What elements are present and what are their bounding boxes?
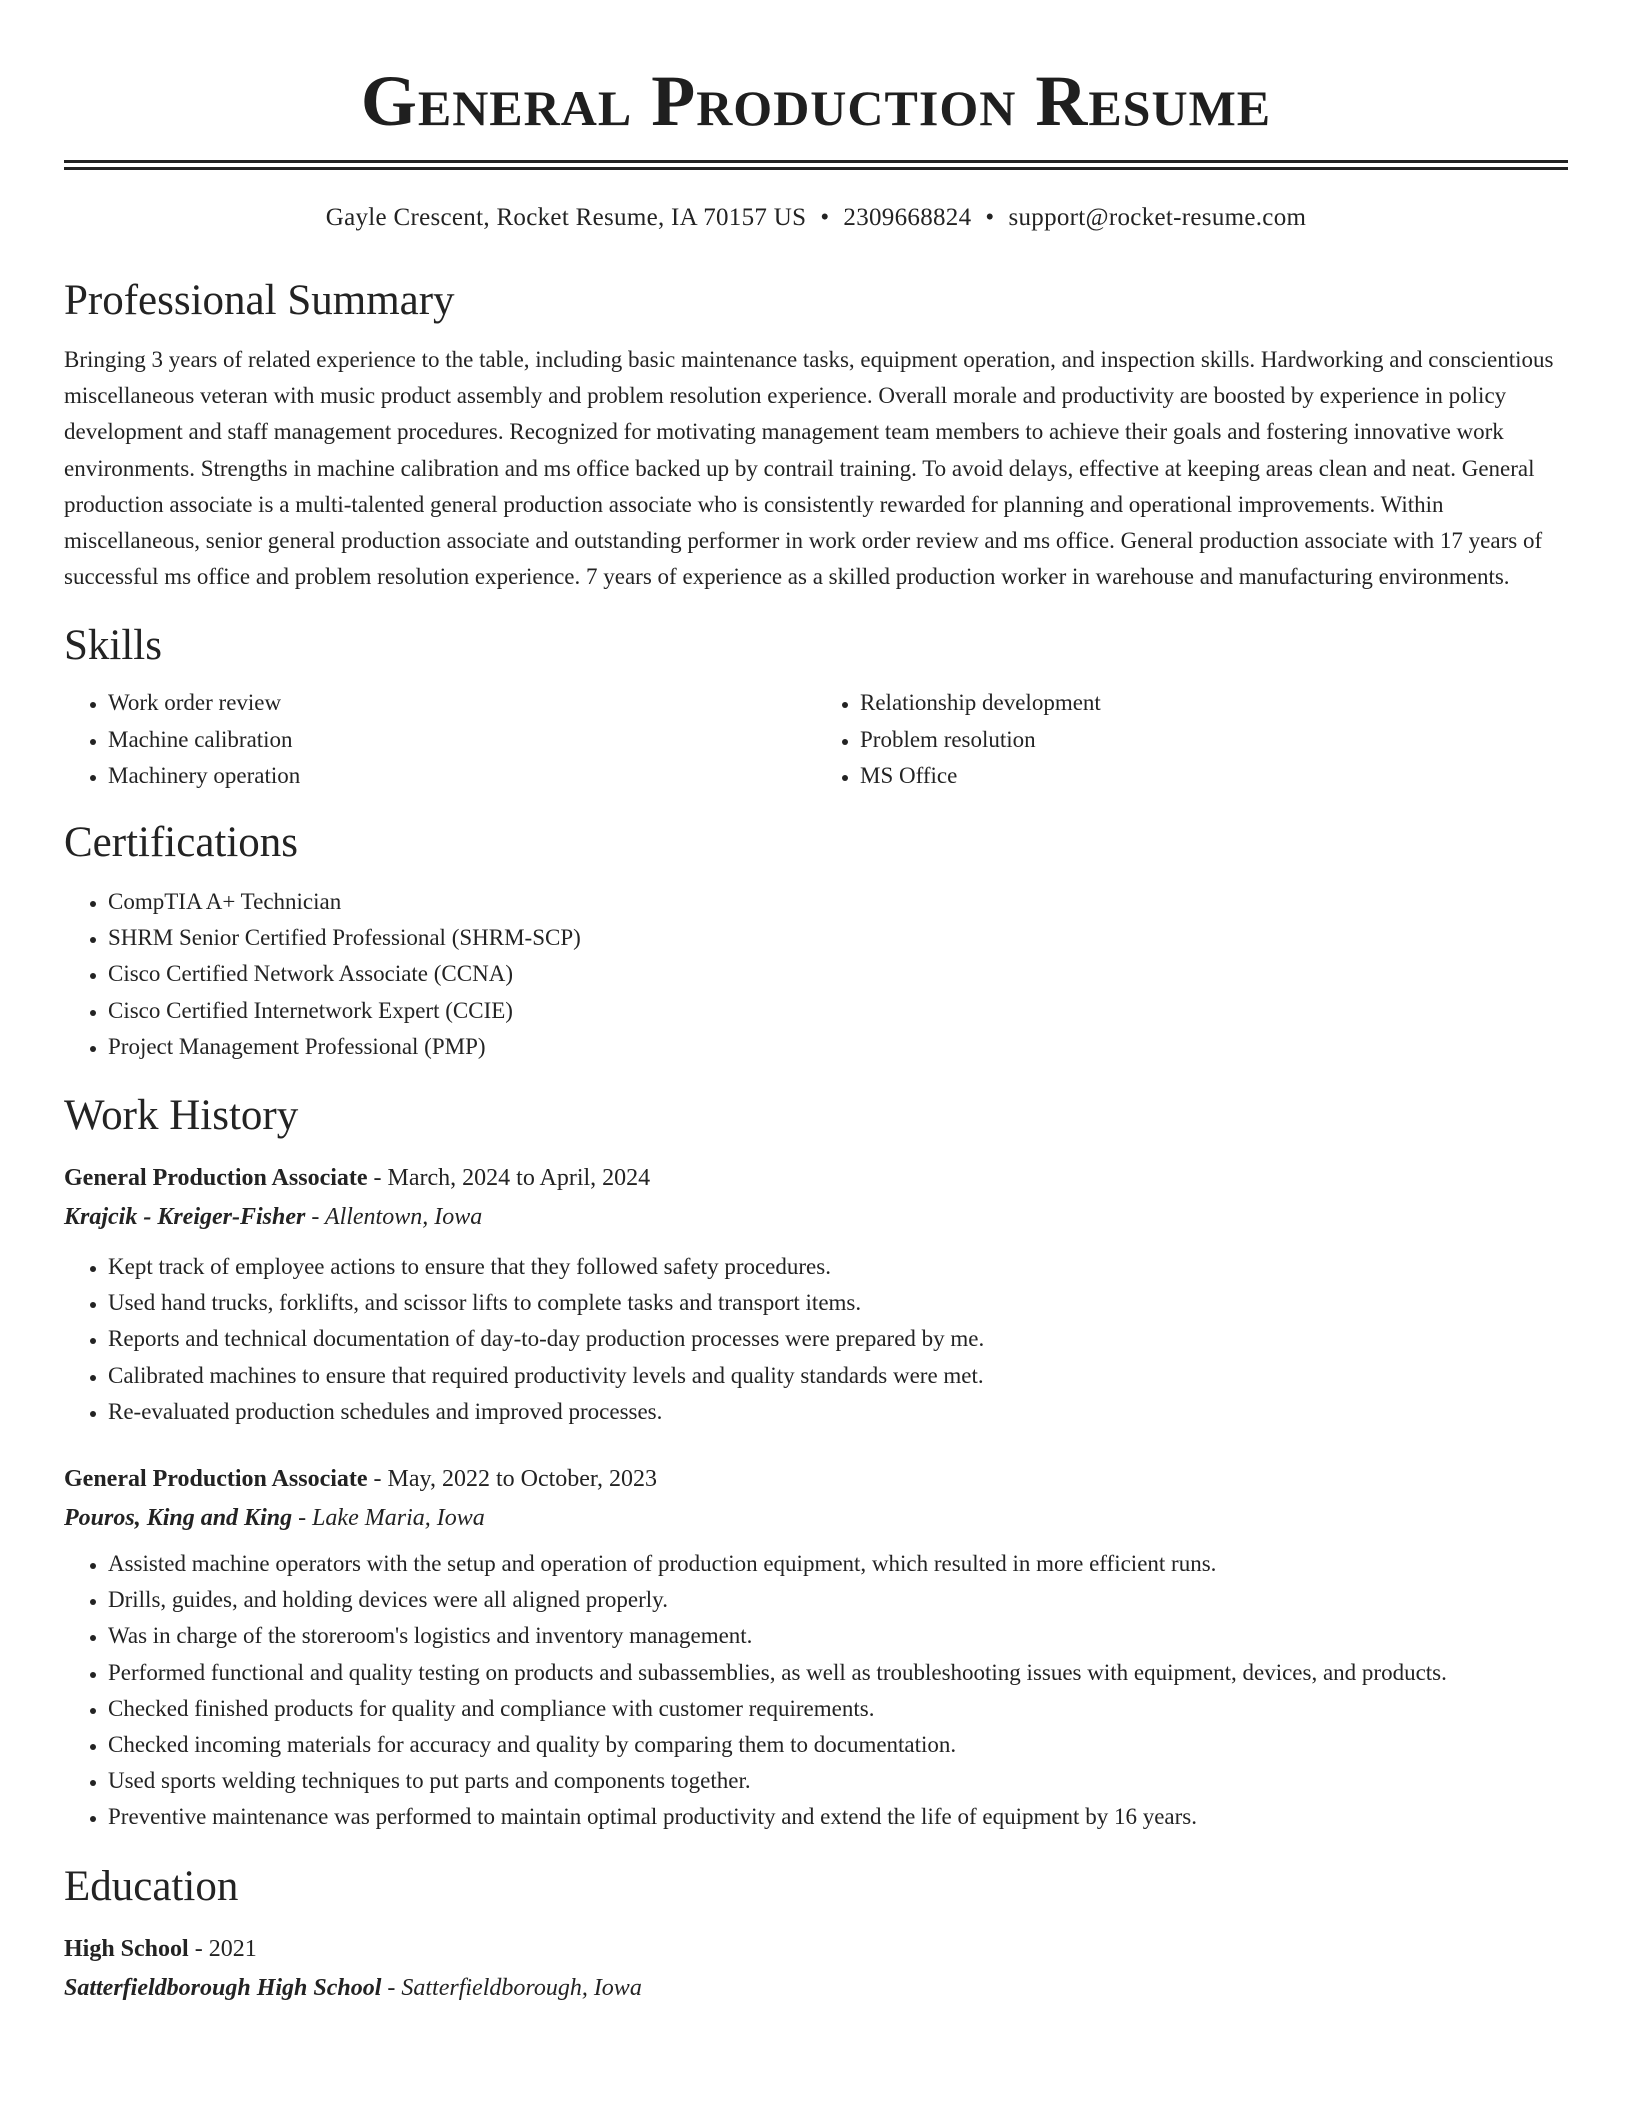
contact-separator: • <box>985 204 995 231</box>
job-dates: - May, 2022 to October, 2023 <box>367 1466 657 1493</box>
job-entry <box>64 1460 1568 1836</box>
job-bullet: • Drills, guides, and holding devices were all aligned properly. <box>108 1582 1568 1618</box>
contact-phone: 2309668824 <box>843 204 972 231</box>
contact-address: Gayle Crescent, Rocket Resume, IA 70157 US <box>325 204 807 231</box>
job-bullet: • Checked incoming materials for accuracy and quality by comparing them to documentation. <box>108 1727 1568 1763</box>
certifications-heading: Certifications <box>64 819 299 867</box>
job-entry <box>64 1159 1568 1430</box>
certification-item: • Cisco Certified Internetwork Expert (CCIE) <box>108 993 1568 1029</box>
job-bullets <box>64 1249 1568 1430</box>
skills-list-right <box>816 685 1568 794</box>
job-bullet: • Was in charge of the storeroom's logistics and inventory management. <box>108 1618 1568 1654</box>
certifications-list <box>64 884 1568 1065</box>
skill-item: • Machinery operation <box>108 758 816 794</box>
skill-item: • Relationship development <box>860 685 1568 721</box>
skill-item: • Machine calibration <box>108 722 816 758</box>
job-company: Pouros, King and King <box>64 1505 293 1532</box>
work-history-heading: Work History <box>64 1092 299 1140</box>
job-bullet: • Performed functional and quality testing on products and subassemblies, as well as troubleshooting issues with equipment, devices, and products. <box>108 1655 1568 1691</box>
contact-line <box>64 202 1568 234</box>
skill-item: • Problem resolution <box>860 722 1568 758</box>
job-title-line <box>64 1460 1568 1498</box>
job-dates: - March, 2024 to April, 2024 <box>367 1165 651 1192</box>
job-title-line <box>64 1159 1568 1197</box>
job-bullet: • Reports and technical documentation of day-to-day production processes were prepared by me. <box>108 1321 1568 1357</box>
certification-item: • Project Management Professional (PMP) <box>108 1029 1568 1065</box>
job-title: General Production Associate <box>64 1165 368 1192</box>
job-bullet: • Calibrated machines to ensure that required productivity levels and quality standards were met. <box>108 1358 1568 1394</box>
job-location: - Allentown, Iowa <box>305 1204 483 1231</box>
certification-item: • CompTIA A+ Technician <box>108 884 1568 920</box>
job-bullet: • Assisted machine operators with the setup and operation of production equipment, which resulted in more efficient runs. <box>108 1546 1568 1582</box>
title-divider <box>64 160 1568 170</box>
job-bullet: • Kept track of employee actions to ensure that they followed safety procedures. <box>108 1249 1568 1285</box>
job-title: General Production Associate <box>64 1466 368 1493</box>
job-bullet: • Preventive maintenance was performed to maintain optimal productivity and extend the life of equipment by 16 years. <box>108 1799 1568 1835</box>
job-company: Krajcik - Kreiger-Fisher <box>64 1204 306 1231</box>
education-school-line <box>64 1968 1568 2008</box>
skills-heading: Skills <box>64 622 162 670</box>
skills-list-left <box>64 685 816 794</box>
contact-separator: • <box>820 204 830 231</box>
job-bullet: • Used sports welding techniques to put parts and components together. <box>108 1763 1568 1799</box>
skills-grid <box>64 685 1568 794</box>
summary-heading: Professional Summary <box>64 277 455 324</box>
job-bullet: • Re-evaluated production schedules and improved processes. <box>108 1394 1568 1430</box>
skill-item: • Work order review <box>108 685 816 721</box>
summary-text: Bringing 3 years of related experience to the table, including basic maintenance tasks, equipment operation, and inspection skills. Hardworking and conscientious miscellaneous veteran with music product assembly and problem resolution experience. Overall morale and productivity are boosted by experience in policy development and staff management procedures. Recognized for motivating management team members to achieve their goals and fostering innovative work environments. Strengths in machine calibration and ms office backed up by contrail training. To avoid delays, effective at keeping areas clean and neat. General production associate is a multi-talented general production associate who is consistently rewarded for planning and operational improvements. Within miscellaneous, senior general production associate and outstanding performer in work order review and ms office. General production associate with 17 years of successful ms office and problem resolution experience. 7 years of experience as a skilled production worker in warehouse and manufacturing environments. <box>64 347 1554 590</box>
skill-item: • MS Office <box>860 758 1568 794</box>
job-bullets <box>64 1546 1568 1836</box>
education-degree: High School <box>64 1935 189 1962</box>
job-location: - Lake Maria, Iowa <box>292 1505 485 1532</box>
job-company-line <box>64 1197 1568 1237</box>
education-school: Satterfieldborough High School <box>64 1974 382 2001</box>
certification-item: • Cisco Certified Network Associate (CCNA) <box>108 956 1568 992</box>
education-degree-line <box>64 1930 1568 1968</box>
education-location: - Satterfieldborough, Iowa <box>381 1974 642 2001</box>
page-title: General Production Resume <box>360 61 1272 141</box>
contact-email: support@rocket-resume.com <box>1008 204 1307 231</box>
job-bullet: • Used hand trucks, forklifts, and scissor lifts to complete tasks and transport items. <box>108 1285 1568 1321</box>
education-heading: Education <box>64 1862 239 1910</box>
education-year: - 2021 <box>188 1935 257 1962</box>
certification-item: • SHRM Senior Certified Professional (SHRM-SCP) <box>108 920 1568 956</box>
job-company-line <box>64 1498 1568 1538</box>
job-bullet: • Checked finished products for quality and compliance with customer requirements. <box>108 1691 1568 1727</box>
